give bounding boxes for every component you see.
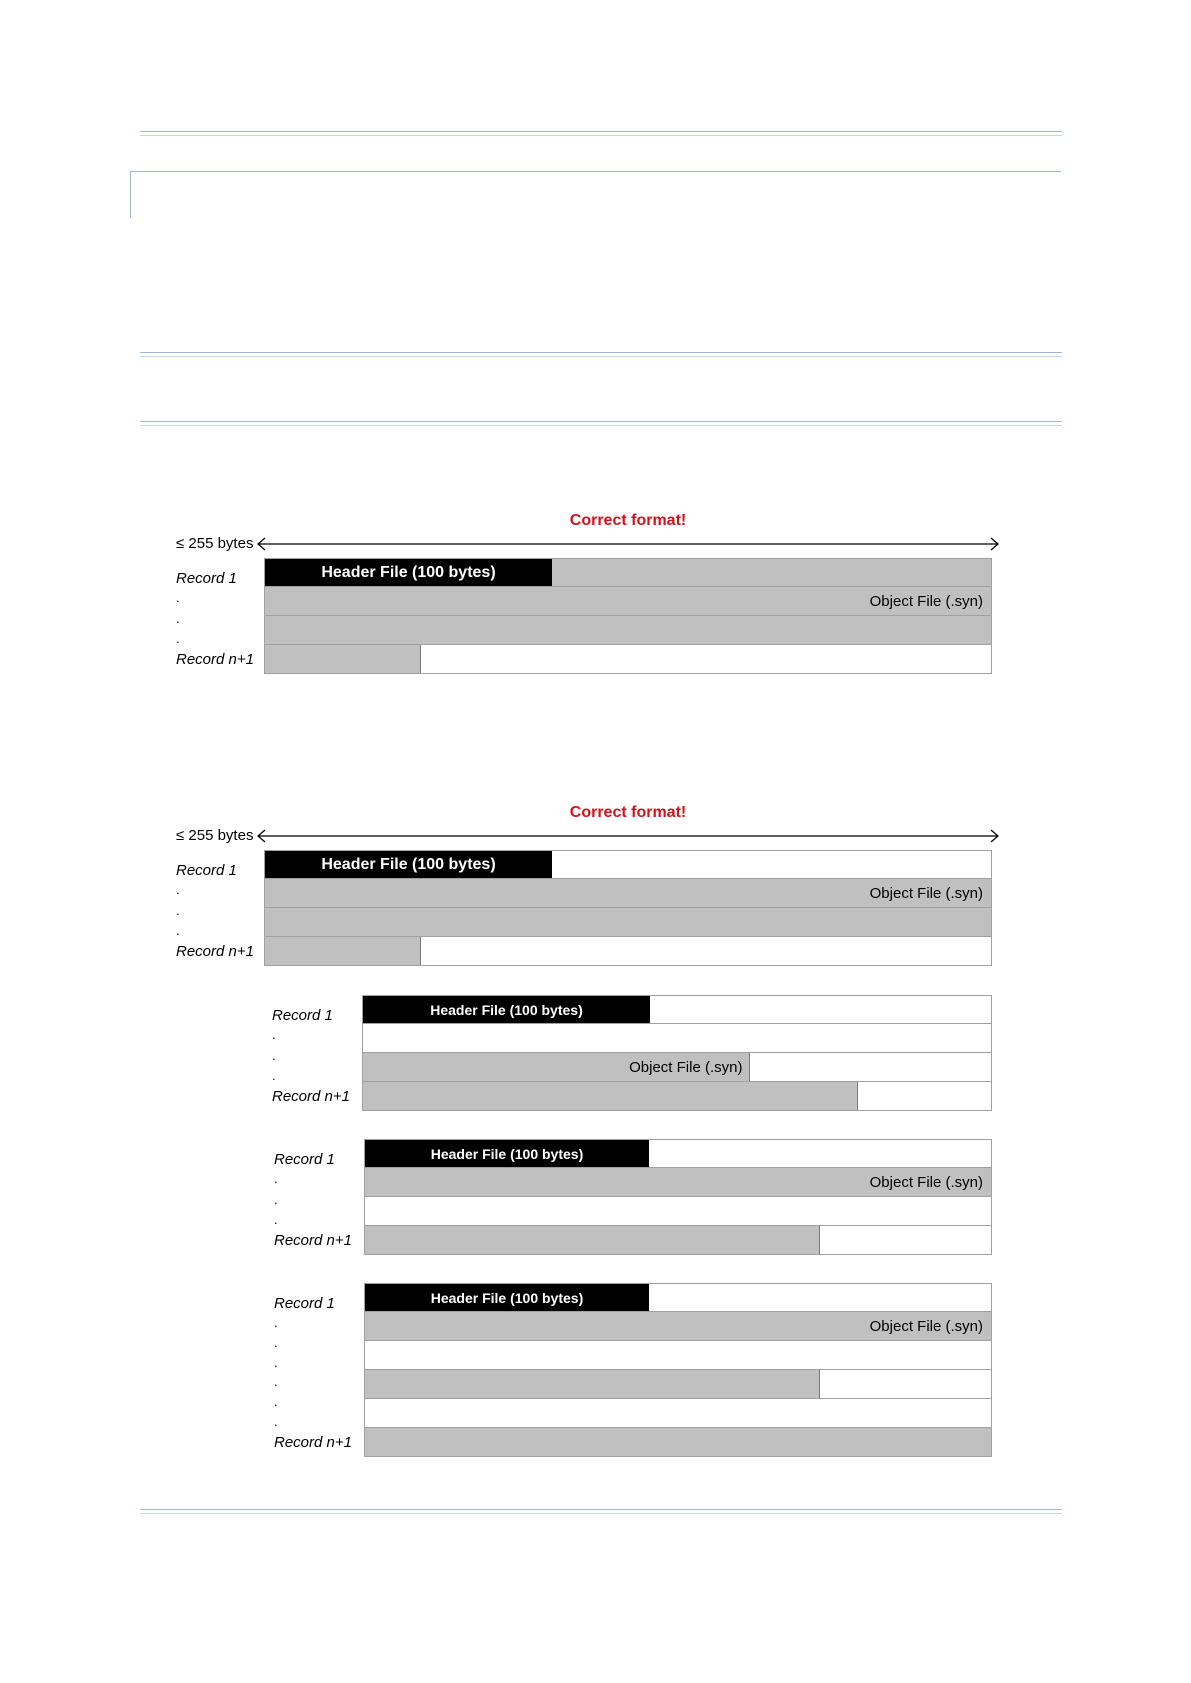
header-file-block: Header File (100 bytes) bbox=[265, 851, 552, 878]
object-file-label: Object File (.syn) bbox=[869, 884, 983, 902]
header-file-block: Header File (100 bytes) bbox=[365, 1140, 649, 1167]
record-row bbox=[364, 1197, 992, 1226]
ellipsis-dot: . bbox=[274, 1394, 278, 1410]
record-last-label: Record n+1 bbox=[176, 943, 254, 960]
record-row bbox=[264, 850, 992, 879]
byte-limit-label: ≤ 255 bytes bbox=[176, 827, 254, 844]
ellipsis-dot: . bbox=[274, 1374, 278, 1390]
record-row bbox=[264, 908, 992, 937]
object-file-label: Object File (.syn) bbox=[869, 1173, 983, 1191]
record-last-label: Record n+1 bbox=[272, 1088, 350, 1105]
object-data-fill bbox=[265, 937, 421, 965]
ellipsis-dot: . bbox=[272, 1067, 276, 1083]
ellipsis-dot: . bbox=[176, 882, 180, 898]
ellipsis-dot: . bbox=[274, 1211, 278, 1227]
record-row bbox=[364, 1283, 992, 1312]
record-row bbox=[362, 1082, 992, 1111]
header-file-block: Header File (100 bytes) bbox=[365, 1284, 649, 1311]
section-box-corner bbox=[130, 171, 1061, 218]
record-row bbox=[264, 616, 992, 645]
record-last-label: Record n+1 bbox=[176, 651, 254, 668]
record-grid bbox=[362, 995, 992, 1111]
record-row bbox=[364, 1168, 992, 1197]
rule-3 bbox=[140, 421, 1062, 426]
ellipsis-dot: . bbox=[176, 610, 180, 626]
object-data-fill bbox=[265, 616, 991, 644]
record-row bbox=[364, 1341, 992, 1370]
object-data-fill bbox=[365, 1370, 820, 1398]
record-grid bbox=[264, 558, 992, 674]
record-grid bbox=[264, 850, 992, 966]
record-row bbox=[264, 558, 992, 587]
record-row bbox=[362, 1053, 992, 1082]
record-row bbox=[364, 1139, 992, 1168]
record-row bbox=[264, 645, 992, 674]
header-file-block: Header File (100 bytes) bbox=[363, 996, 650, 1023]
record-last-label: Record n+1 bbox=[274, 1232, 352, 1249]
ellipsis-dot: . bbox=[274, 1314, 278, 1330]
object-file-label: Object File (.syn) bbox=[869, 592, 983, 610]
diagram-title: Correct format! bbox=[569, 804, 687, 821]
diagram-title: Correct format! bbox=[569, 512, 687, 529]
ellipsis-dot: . bbox=[274, 1334, 278, 1350]
record-row bbox=[362, 1024, 992, 1053]
record-row bbox=[364, 1370, 992, 1399]
record-row bbox=[264, 937, 992, 966]
record-first-label: Record 1 bbox=[176, 570, 237, 587]
width-arrow bbox=[256, 829, 1000, 843]
rule-2 bbox=[140, 352, 1062, 357]
record-last-label: Record n+1 bbox=[274, 1434, 352, 1451]
ellipsis-dot: . bbox=[176, 902, 180, 918]
record-first-label: Record 1 bbox=[176, 862, 237, 879]
record-row bbox=[364, 1226, 992, 1255]
object-data-fill bbox=[363, 1082, 858, 1110]
record-first-label: Record 1 bbox=[274, 1295, 335, 1312]
record-row bbox=[364, 1399, 992, 1428]
width-arrow bbox=[256, 537, 1000, 551]
record-row bbox=[264, 587, 992, 616]
record-row bbox=[362, 995, 992, 1024]
record-grid bbox=[364, 1283, 992, 1457]
object-data-fill bbox=[365, 1226, 820, 1254]
record-row bbox=[264, 879, 992, 908]
record-grid bbox=[364, 1139, 992, 1255]
record-row bbox=[364, 1428, 992, 1457]
byte-limit-label: ≤ 255 bytes bbox=[176, 535, 254, 552]
object-data-fill bbox=[265, 908, 991, 936]
record-first-label: Record 1 bbox=[272, 1007, 333, 1024]
ellipsis-dot: . bbox=[272, 1027, 276, 1043]
ellipsis-dot: . bbox=[274, 1171, 278, 1187]
ellipsis-dot: . bbox=[176, 630, 180, 646]
object-file-label: Object File (.syn) bbox=[869, 1317, 983, 1335]
ellipsis-dot: . bbox=[176, 590, 180, 606]
top-rule bbox=[140, 131, 1062, 136]
object-data-fill bbox=[365, 1428, 991, 1456]
record-first-label: Record 1 bbox=[274, 1151, 335, 1168]
header-file-block: Header File (100 bytes) bbox=[265, 559, 552, 586]
ellipsis-dot: . bbox=[274, 1191, 278, 1207]
object-file-label: Object File (.syn) bbox=[629, 1058, 743, 1076]
bottom-rule bbox=[140, 1509, 1062, 1514]
ellipsis-dot: . bbox=[274, 1354, 278, 1370]
record-row bbox=[364, 1312, 992, 1341]
ellipsis-dot: . bbox=[274, 1414, 278, 1430]
object-data-fill bbox=[265, 645, 421, 673]
ellipsis-dot: . bbox=[176, 922, 180, 938]
ellipsis-dot: . bbox=[272, 1047, 276, 1063]
